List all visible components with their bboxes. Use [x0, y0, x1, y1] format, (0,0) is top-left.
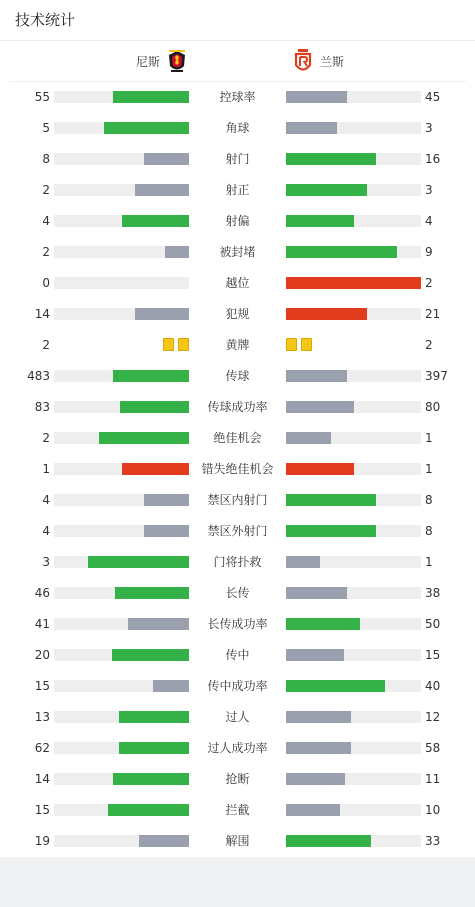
home-bar-fill: [122, 215, 190, 227]
home-value: 62: [34, 741, 50, 755]
home-team[interactable]: [136, 41, 188, 81]
away-value: 80: [425, 400, 441, 414]
stat-row: [0, 702, 475, 733]
home-value: 5: [42, 121, 50, 135]
away-value: 45: [425, 90, 441, 104]
home-bar-fill: [104, 122, 189, 134]
home-bar-track: [54, 711, 189, 723]
home-bar-track: [54, 773, 189, 785]
home-bar-track: [54, 618, 189, 630]
home-bar-fill: [88, 556, 189, 568]
away-bar-fill: [286, 556, 320, 568]
home-value: 41: [34, 617, 50, 631]
stat-label: 绝佳机会: [213, 431, 262, 445]
home-bar-track: [54, 556, 189, 568]
away-value: 58: [425, 741, 441, 755]
home-value: 20: [34, 648, 50, 662]
stat-row: [0, 764, 475, 795]
away-bar-track: [286, 773, 421, 785]
home-yellow-cards: [163, 338, 189, 351]
stat-row: [0, 423, 475, 454]
stat-label: 射偏: [225, 214, 250, 228]
away-team-name: 兰斯: [320, 54, 345, 69]
stat-row: [0, 392, 475, 423]
home-bar-fill: [135, 308, 189, 320]
away-bar-track: [286, 649, 421, 661]
home-bar-fill: [113, 773, 189, 785]
home-bar-track: [54, 401, 189, 413]
away-bar-fill: [286, 432, 331, 444]
home-value: 13: [34, 710, 50, 724]
away-value: 40: [425, 679, 441, 693]
home-bar-track: [54, 215, 189, 227]
away-bar-track: [286, 246, 421, 258]
home-value: 2: [42, 183, 50, 197]
away-value: 12: [425, 710, 441, 724]
home-bar-track: [54, 91, 189, 103]
home-bar-fill: [113, 370, 189, 382]
home-value: 46: [34, 586, 50, 600]
away-value: 50: [425, 617, 441, 631]
home-bar-fill: [144, 153, 189, 165]
nice-crest-icon: [166, 48, 188, 74]
stat-label: 射门: [225, 152, 250, 166]
page-title: 技术统计: [0, 0, 475, 41]
away-bar-track: [286, 463, 421, 475]
home-value: 483: [27, 369, 50, 383]
stat-row: [0, 516, 475, 547]
home-bar-track: [54, 277, 189, 289]
away-value: 397: [425, 369, 448, 383]
away-bar-track: [286, 556, 421, 568]
home-value: 4: [42, 524, 50, 538]
home-bar-fill: [112, 649, 189, 661]
away-yellow-cards: [286, 338, 312, 351]
stat-row: [0, 361, 475, 392]
home-value: 1: [42, 462, 50, 476]
stat-label: 拦截: [225, 803, 250, 817]
away-value: 9: [425, 245, 433, 259]
home-bar-fill: [144, 525, 189, 537]
stat-label: 禁区外射门: [207, 524, 268, 538]
yellow-card-icon: [286, 338, 297, 351]
away-bar-fill: [286, 308, 367, 320]
away-value: 8: [425, 493, 433, 507]
away-bar-fill: [286, 246, 397, 258]
stat-row: [0, 206, 475, 237]
stat-label: 黄牌: [225, 338, 250, 352]
stat-row: [0, 175, 475, 206]
away-bar-fill: [286, 91, 347, 103]
home-bar-track: [54, 525, 189, 537]
away-value: 2: [425, 276, 433, 290]
away-bar-fill: [286, 153, 376, 165]
stat-label: 过人: [225, 710, 250, 724]
home-bar-track: [54, 680, 189, 692]
stat-label: 长传成功率: [207, 617, 268, 631]
home-bar-track: [54, 153, 189, 165]
home-bar-fill: [139, 835, 189, 847]
stat-label: 射正: [225, 183, 250, 197]
home-value: 2: [42, 431, 50, 445]
stat-row: [0, 485, 475, 516]
home-bar-track: [54, 649, 189, 661]
stat-row: [0, 826, 475, 857]
stat-label: 越位: [225, 276, 250, 290]
away-bar-track: [286, 184, 421, 196]
away-bar-track: [286, 525, 421, 537]
stat-label: 长传: [225, 586, 250, 600]
away-bar-fill: [286, 494, 376, 506]
stat-label: 传球: [225, 369, 250, 383]
stat-row: [0, 268, 475, 299]
home-bar-fill: [119, 742, 189, 754]
away-bar-fill: [286, 122, 337, 134]
away-bar-fill: [286, 649, 344, 661]
away-value: 11: [425, 772, 441, 786]
away-bar-track: [286, 587, 421, 599]
away-bar-fill: [286, 370, 347, 382]
home-value: 14: [34, 772, 50, 786]
home-bar-track: [54, 184, 189, 196]
home-value: 19: [34, 834, 50, 848]
stat-label: 错失绝佳机会: [201, 462, 274, 476]
away-bar-fill: [286, 742, 351, 754]
stat-row: [0, 82, 475, 113]
away-value: 38: [425, 586, 441, 600]
away-value: 3: [425, 121, 433, 135]
away-value: 2: [425, 338, 433, 352]
home-value: 14: [34, 307, 50, 321]
home-bar-track: [54, 246, 189, 258]
home-value: 15: [34, 679, 50, 693]
home-bar-track: [54, 308, 189, 320]
yellow-card-icon: [301, 338, 312, 351]
away-bar-fill: [286, 680, 385, 692]
stat-row: [0, 640, 475, 671]
stat-label: 过人成功率: [207, 741, 268, 755]
home-bar-track: [54, 835, 189, 847]
away-bar-track: [286, 370, 421, 382]
home-bar-track: [54, 370, 189, 382]
home-bar-track: [54, 587, 189, 599]
home-value: 4: [42, 493, 50, 507]
home-bar-track: [54, 742, 189, 754]
stat-label: 传中: [225, 648, 250, 662]
away-value: 8: [425, 524, 433, 538]
home-value: 2: [42, 245, 50, 259]
home-bar-fill: [144, 494, 189, 506]
home-bar-fill: [128, 618, 189, 630]
home-value: 83: [34, 400, 50, 414]
away-bar-track: [286, 153, 421, 165]
home-team-name: 尼斯: [135, 54, 160, 69]
away-bar-track: [286, 308, 421, 320]
away-value: 33: [425, 834, 441, 848]
away-bar-fill: [286, 184, 367, 196]
away-bar-track: [286, 711, 421, 723]
teams-header: [9, 41, 466, 82]
away-value: 1: [425, 431, 433, 445]
home-bar-track: [54, 463, 189, 475]
stat-label: 控球率: [219, 90, 256, 104]
yellow-card-icon: [163, 338, 174, 351]
home-value: 3: [42, 555, 50, 569]
away-bar-fill: [286, 835, 371, 847]
stat-row: [0, 578, 475, 609]
stat-label: 解围: [225, 834, 250, 848]
away-bar-fill: [286, 215, 354, 227]
stat-row: [0, 795, 475, 826]
stat-label: 犯规: [225, 307, 250, 321]
home-value: 0: [42, 276, 50, 290]
away-bar-fill: [286, 277, 421, 289]
stat-label: 角球: [225, 121, 250, 135]
away-bar-track: [286, 835, 421, 847]
home-bar-fill: [122, 463, 190, 475]
away-value: 3: [425, 183, 433, 197]
stat-row: [0, 113, 475, 144]
away-value: 16: [425, 152, 441, 166]
stats-list: [0, 82, 475, 857]
home-bar-fill: [115, 587, 189, 599]
stat-label: 门将扑救: [213, 555, 262, 569]
stat-row: [0, 299, 475, 330]
away-value: 1: [425, 462, 433, 476]
home-value: 4: [42, 214, 50, 228]
home-bar-track: [54, 432, 189, 444]
home-bar-track: [54, 804, 189, 816]
away-bar-track: [286, 804, 421, 816]
away-bar-fill: [286, 525, 376, 537]
away-value: 15: [425, 648, 441, 662]
stat-row: [0, 547, 475, 578]
home-bar-fill: [153, 680, 189, 692]
away-team[interactable]: [292, 41, 344, 81]
away-bar-fill: [286, 773, 345, 785]
stat-row: [0, 609, 475, 640]
away-bar-track: [286, 618, 421, 630]
home-bar-fill: [113, 91, 189, 103]
away-bar-track: [286, 742, 421, 754]
stat-label: 被封堵: [219, 245, 256, 259]
home-bar-fill: [165, 246, 189, 258]
stat-label: 传中成功率: [207, 679, 268, 693]
away-bar-track: [286, 91, 421, 103]
away-bar-fill: [286, 587, 347, 599]
home-value: 8: [42, 152, 50, 166]
away-value: 1: [425, 555, 433, 569]
page-footer-area: [0, 857, 475, 907]
stat-row: [0, 671, 475, 702]
stat-row: [0, 144, 475, 175]
away-bar-track: [286, 277, 421, 289]
reims-crest-icon: [292, 48, 314, 74]
home-bar-fill: [108, 804, 189, 816]
away-bar-fill: [286, 711, 351, 723]
yellow-card-icon: [178, 338, 189, 351]
stat-row: [0, 454, 475, 485]
stat-label: 传球成功率: [207, 400, 268, 414]
away-bar-track: [286, 432, 421, 444]
home-bar-fill: [135, 184, 189, 196]
away-bar-track: [286, 680, 421, 692]
stat-label: 禁区内射门: [207, 493, 268, 507]
away-value: 4: [425, 214, 433, 228]
home-bar-fill: [119, 711, 189, 723]
home-value: 55: [34, 90, 50, 104]
home-bar-fill: [99, 432, 189, 444]
home-bar-track: [54, 122, 189, 134]
stat-label: 抢断: [225, 772, 250, 786]
home-value: 15: [34, 803, 50, 817]
home-value: 2: [42, 338, 50, 352]
home-bar-track: [54, 494, 189, 506]
away-value: 21: [425, 307, 441, 321]
away-bar-track: [286, 401, 421, 413]
away-bar-fill: [286, 804, 340, 816]
away-bar-track: [286, 494, 421, 506]
away-bar-fill: [286, 618, 360, 630]
stat-row: [0, 330, 475, 361]
away-bar-fill: [286, 463, 354, 475]
away-bar-fill: [286, 401, 354, 413]
home-bar-fill: [120, 401, 189, 413]
away-value: 10: [425, 803, 441, 817]
stat-row: [0, 237, 475, 268]
away-bar-track: [286, 215, 421, 227]
stat-row: [0, 733, 475, 764]
away-bar-track: [286, 122, 421, 134]
